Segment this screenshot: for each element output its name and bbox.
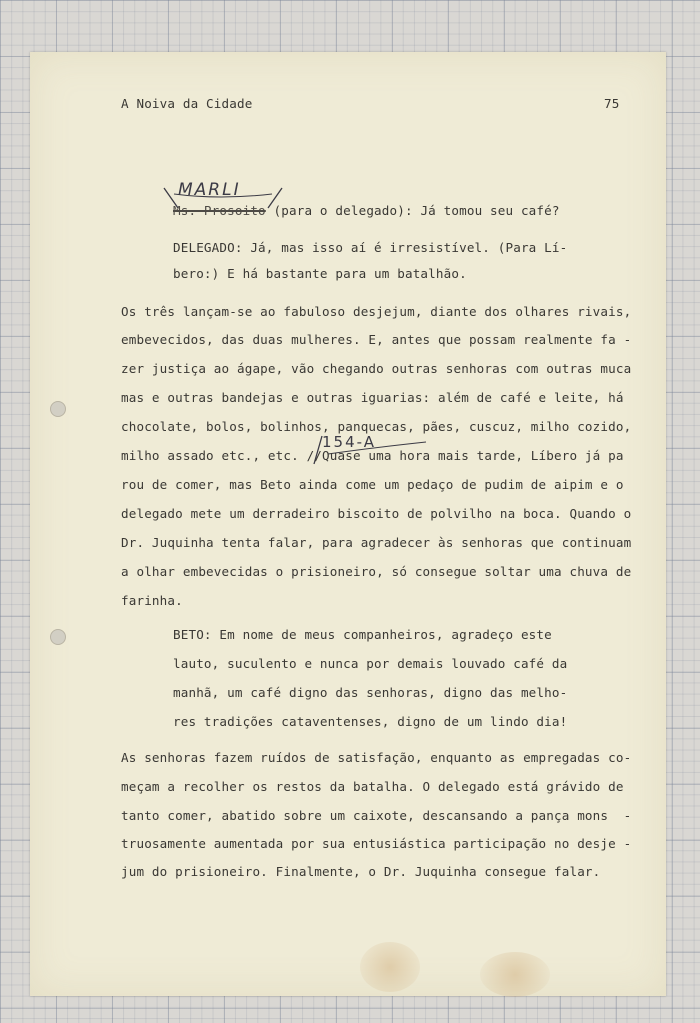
page-number: 75 [604, 96, 620, 111]
text-line-2: DELEGADO: Já, mas isso aí é irresistível. (Para Lí- [173, 240, 568, 255]
struck-speaker-name: Ms. Prosoito [173, 203, 266, 218]
text-line-14: farinha. [121, 593, 183, 608]
text-line-7: mas e outras bandejas e outras iguarias: além de café e leite, há [121, 390, 624, 405]
text-line-13: a olhar embevecidas o prisioneiro, só consegue soltar uma chuva de [121, 564, 632, 579]
text-line-12: Dr. Juquinha tenta falar, para agradecer às senhoras que continuam [121, 535, 632, 550]
text-line-10: rou de comer, mas Beto ainda come um pedaço de pudim de aipim e o [121, 477, 624, 492]
text-line-16: lauto, suculento e nunca por demais louvado café da [173, 656, 568, 671]
text-line-5: embevecidos, das duas mulheres. E, antes que possam realmente fa - [121, 332, 632, 347]
text-line-11: delegado mete um derradeiro biscoito de polvilho na boca. Quando o [121, 506, 632, 521]
text-line-9: milho assado etc., etc. //Quase uma hora mais tarde, Líbero já pa [121, 448, 624, 463]
handwritten-insert-mark: 154-A [322, 433, 376, 451]
handwritten-name-marli: MARLI [178, 180, 241, 200]
text-line-18: res tradições cataventenses, digno de um lindo dia! [173, 714, 568, 729]
dialogue-marli: (para o delegado): Já tomou seu café? [265, 203, 560, 218]
typewritten-page [30, 52, 666, 996]
text-line-8: chocolate, bolos, bolinhos, panquecas, pães, cuscuz, milho cozido, [121, 419, 632, 434]
text-line-6: zer justiça ao ágape, vão chegando outras senhoras com outras muca [121, 361, 632, 376]
text-line-15: BETO: Em nome de meus companheiros, agradeço este [173, 627, 552, 642]
paper-stain [360, 942, 420, 992]
text-line-4: Os três lançam-se ao fabuloso desjejum, diante dos olhares rivais, [121, 304, 632, 319]
text-line-19: As senhoras fazem ruídos de satisfação, enquanto as empregadas co- [121, 750, 632, 765]
text-line-23: jum do prisioneiro. Finalmente, o Dr. Juquinha consegue falar. [121, 864, 601, 879]
text-line-1 [173, 203, 560, 218]
page-header-title: A Noiva da Cidade [121, 96, 253, 111]
punch-hole [50, 629, 66, 645]
text-line-20: meçam a recolher os restos da batalha. O delegado está grávido de [121, 779, 624, 794]
text-line-21: tanto comer, abatido sobre um caixote, descansando a pança mons - [121, 808, 632, 823]
text-line-17: manhã, um café digno das senhoras, digno das melho- [173, 685, 568, 700]
punch-hole [50, 401, 66, 417]
text-line-3: bero:) E há bastante para um batalhão. [173, 266, 467, 281]
text-line-22: truosamente aumentada por sua entusiástica participação no desje - [121, 836, 632, 851]
paper-stain [480, 952, 550, 997]
